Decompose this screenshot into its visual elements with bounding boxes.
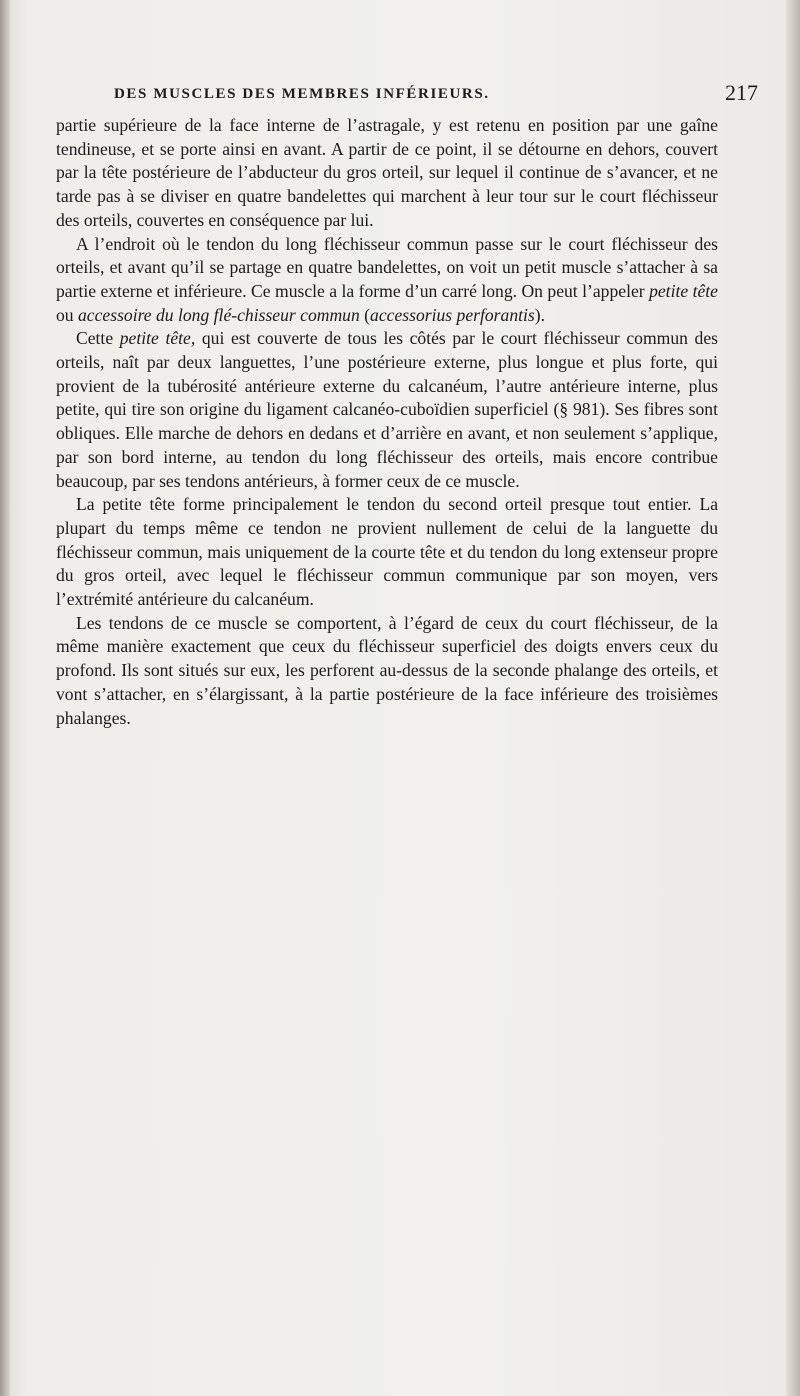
paragraph-5-text: Les tendons de ce muscle se comportent, à l’égard de ceux du court fléchisseur, de la même manière exactement que ceux du fléchisseur superficiel des doigts envers ceux du profond. Ils sont situés sur eux, les perforent au-dessus de la seconde phalange des orteils, et vont s’attacher, en s’élargissant, à la partie postérieure de la face inférieure des troisièmes phalanges.	[56, 612, 718, 728]
body-text	[56, 114, 718, 730]
paragraph-5	[56, 612, 718, 731]
italic-term-petite-tete: petite tête	[649, 280, 718, 301]
paragraph-2-text-c: (	[359, 304, 371, 325]
italic-term-petite-tete-2: petite tête,	[119, 328, 196, 349]
paragraph-3	[56, 327, 718, 493]
page-header	[40, 80, 758, 110]
paragraph-1-text: partie supérieure de la face interne de l’astragale, y est retenu en position par une gaîne tendineuse, et se porte ainsi en avant. A partir de ce point, il se détourne en dehors, couvert par la tête postérieure de l’abducteur du gros orteil, sur lequel il continue de s’avancer, et ne tarde pas à se diviser en quatre bandelettes qui marchent à leur tour sur le court fléchisseur des orteils, couvertes en conséquence par lui.	[56, 115, 718, 230]
page-edge	[786, 0, 800, 1396]
page-number: 217	[725, 80, 758, 105]
paragraph-4-text: La petite tête forme principalement le tendon du second orteil presque tout entier. La plupart du temps même ce tendon ne provient nullement de celui de la languette du fléchisseur commun, mais uniquement de la courte tête et du tendon du long extenseur propre du gros orteil, avec lequel le fléchisseur commun communique par son moyen, vers l’extrémité antérieure du calcanéum.	[56, 494, 718, 610]
paragraph-2-text-a: A l’endroit où le tendon du long fléchisseur commun passe sur le court fléchisseur des orteils, et avant qu’il se partage en quatre bandelettes, on voit un petit muscle s’attacher à sa partie externe et inférieure. Ce muscle a la forme d’un carré long. On peut l’appeler	[56, 233, 718, 301]
paragraph-1	[56, 114, 718, 233]
italic-term-latin: accessorius perforantis	[370, 304, 535, 325]
paragraph-4	[56, 493, 718, 612]
paragraph-2	[56, 233, 718, 328]
paragraph-3-text-a: Cette	[76, 328, 120, 349]
paragraph-3-text-b: qui est couverte de tous les côtés par le court fléchisseur commun des orteils, naît par deux languettes, l’une postérieure externe, plus longue et plus forte, qui provient de la tubérosité antérieure externe du calcanéum, l’autre antérieure interne, plus petite, qui tire son origine du ligament calcanéo-cuboïdien superficiel (§ 981). Ses fibres sont obliques. Elle marche de dehors en dedans et d’arrière en avant, et non seulement s’applique, par son bord interne, au tendon du long fléchisseur des orteils, mais encore contribue beaucoup, par ses tendons antérieurs, à former ceux de ce muscle.	[56, 328, 718, 491]
binding-gutter	[0, 0, 10, 1396]
paragraph-2-text-b: ou	[56, 304, 78, 325]
italic-term-accessoire: accessoire du long flé-chisseur commun	[78, 304, 360, 325]
paragraph-2-text-d: ).	[534, 304, 546, 325]
running-head: DES MUSCLES DES MEMBRES INFÉRIEURS.	[114, 86, 490, 102]
